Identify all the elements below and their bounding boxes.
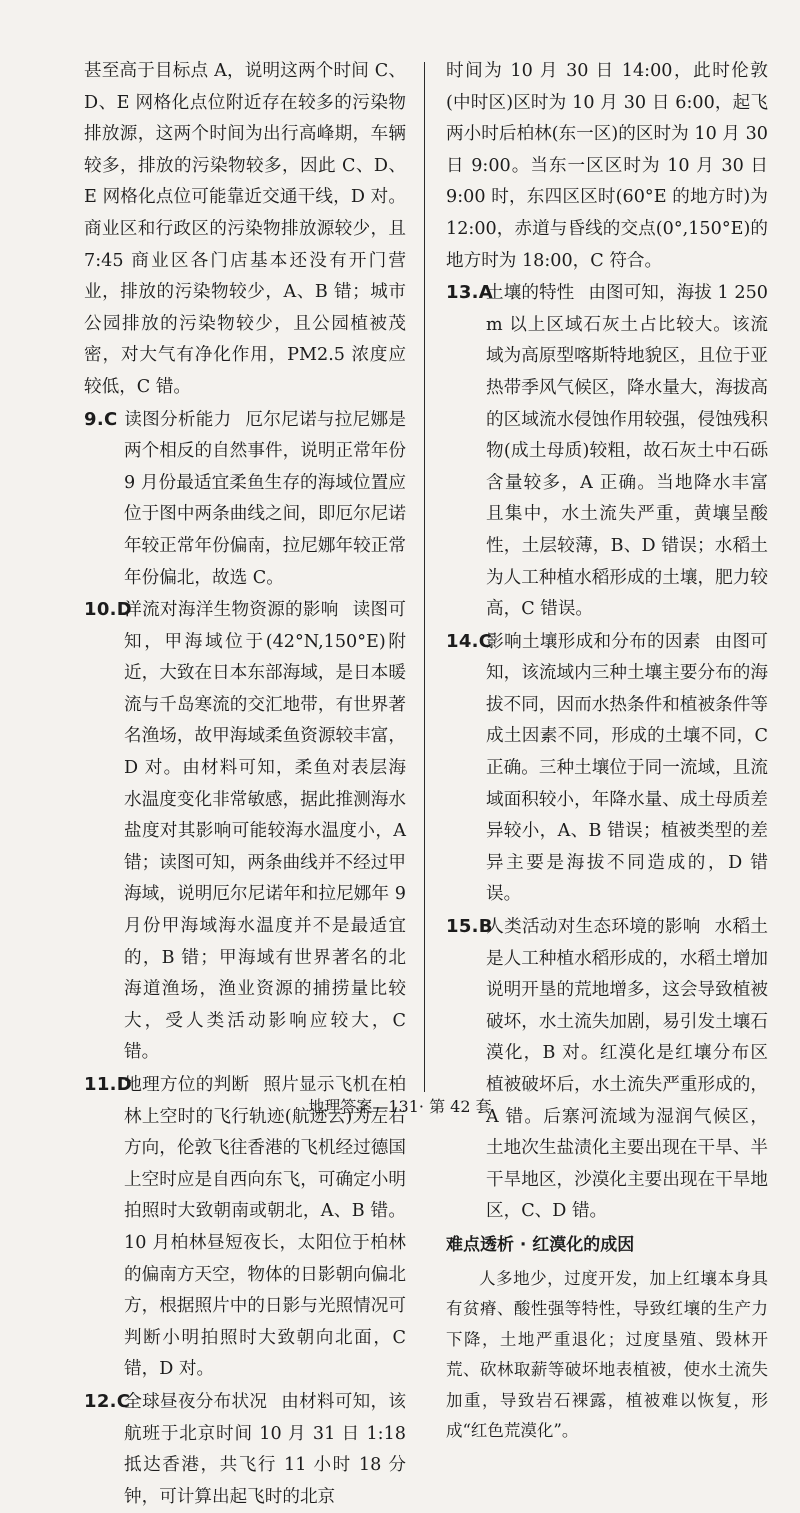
analysis-text: 人多地少，过度开发，加上红壤本身具有贫瘠、酸性强等特性，导致红壤的生产力下降，土地严重退化；过度垦殖、毁林开荒、砍林取薪等破坏地表植被，使水土流失加重，导致岩石裸露，植被难以恢复，形成“红色荒漠化”。: [446, 1268, 768, 1441]
answer-q15: [446, 911, 768, 1228]
answer-number: 14.C: [446, 630, 493, 652]
answer-number: 15.B: [446, 916, 493, 938]
answer-topic: 人类活动对生态环境的影响: [486, 917, 701, 938]
answer-topic: 地理方位的判断: [124, 1075, 250, 1095]
answer-q9: [84, 404, 406, 595]
answer-number: 10.D: [84, 599, 133, 621]
answer-text: 读图可知，甲海域位于(42°N,150°E)附近，大致在日本东部海域，是日本暖流与千岛寒流的交汇地带，有世界著名渔场，故甲海域柔鱼资源较丰富，D 对。由材料可知，柔鱼对表层海水温度变化非常敏感，据此推测海水盐度对其影响可能较海水温度小，A 错；读图可知，两条曲线并不经过甲海域，说明厄尔尼诺年和拉尼娜年 9 月份甲海域海水温度并不是最适宜的，B 错；甲海域有世界著名的北海道渔场，渔业资源的捕捞量比较大，受人类活动影响应较大，C 错。: [124, 600, 406, 1063]
q12-continuation: 时间为 10 月 30 日 14:00，此时伦敦(中时区)区时为 10 月 30 日 6:00，起飞两小时后柏林(东一区)的区时为 10 月 30 日 9:00。当东一区区时为 10 月 30 日 9:00 时，东四区区时(60°E 的地方时)为 12:00，赤道与昏线的交点(0°,150°E)的地方时为 18:00，C 符合。: [446, 61, 768, 271]
answer-text: 照片显示飞机在柏林上空时的飞行轨迹(航迹云)为左右方向，伦敦飞往香港的飞机经过德国上空时应是自西向东飞，可确定小明拍照时大致朝南或朝北，A、B 错。10 月柏林昼短夜长，太阳位于柏林的偏南方天空，物体的日影朝向偏北方，根据照片中的日影与光照情况可判断小明拍照时大致朝向北面，C 错，D 对。: [124, 1075, 406, 1380]
answer-topic: 影响土壤形成和分布的因素: [486, 631, 701, 652]
answer-topic: 土壤的特性: [486, 283, 575, 304]
answer-number: 13.A: [446, 282, 494, 304]
answer-text: 由图可知，海拔 1 250 m 以上区域石灰土占比较大。该流域为高原型喀斯特地貌区，且位于亚热带季风气候区，降水量大，海拔高的区域流水侵蚀作用较强，侵蚀残积物(成土母质)较粗，故石灰土中石砾含量较多，A 正确。当地降水丰富且集中，水土流失严重，黄壤呈酸性，土层较薄，B、D 错误；水稻土为人工种植水稻形成的土壤，肥力较高，C 错误。: [486, 283, 768, 620]
answer-number: 9.C: [84, 408, 118, 430]
q8-continuation: 甚至高于目标点 A，说明这两个时间 C、D、E 网格化点位附近存在较多的污染物排放源，这两个时间为出行高峰期，车辆较多，排放的污染物较多，因此 C、D、E 网格化点位可能靠近交通干线，D 对。商业区和行政区的污染物排放源较少，且 7:45 商业区各门店基本还没有开门营业，排放的污染物较少，A、B 错；城市公园排放的污染物较少，且公园植被茂密，对大气有净化作用，PM2.5 浓度应较低，C 错。: [84, 61, 406, 397]
answer-text: 由图可知，该流域内三种土壤主要分布的海拔不同，因而水热条件和植被条件等成土因素不同，形成的土壤不同，C 正确。三种土壤位于同一流域，且流域面积较小，年降水量、成土母质差异较小，A、B 错误；植被类型的差异主要是海拔不同造成的，D 错误。: [486, 631, 768, 905]
answer-text: 厄尔尼诺与拉尼娜是两个相反的自然事件，说明正常年份 9 月份最适宜柔鱼生存的海域位置应位于图中两条曲线之间，即厄尔尼诺年较正常年份偏南，拉尼娜年较正常年份偏北，故选 C。: [124, 409, 406, 588]
answer-text: 由材料可知，该航班于北京时间 10 月 31 日 1:18 抵达香港，共飞行 11 小时 18 分钟，可计算出起飞时的北京: [124, 1391, 406, 1507]
answer-q12: [84, 1386, 406, 1513]
answer-number: 12.C: [84, 1390, 131, 1412]
answer-q13: [446, 277, 768, 626]
right-column: [446, 56, 768, 1447]
answer-topic: 读图分析能力: [124, 409, 232, 430]
column-divider: [424, 62, 425, 1092]
answer-q10: [84, 594, 406, 1069]
answer-topic: 洋流对海洋生物资源的影响: [124, 600, 339, 621]
answer-topic: 全球昼夜分布状况: [124, 1391, 268, 1412]
answer-q14: [446, 626, 768, 911]
page-footer: 地理答案—131· 第 42 套: [308, 1097, 492, 1116]
answer-text: 水稻土是人工种植水稻形成的，水稻土增加说明开垦的荒地增多，这会导致植被破坏，水土流失加剧，易引发土壤石漠化，B 对。红漠化是红壤分布区植被破坏后，水土流失严重形成的，A 错。后寨河流域为湿润气候区，土地次生盐渍化主要出现在干旱、半干旱地区，沙漠化主要出现在干旱地区，C、D 错。: [486, 917, 768, 1222]
analysis-heading: 难点透析 · 红漠化的成因: [446, 1234, 635, 1255]
left-column: [84, 56, 406, 1513]
answer-number: 11.D: [84, 1074, 133, 1095]
